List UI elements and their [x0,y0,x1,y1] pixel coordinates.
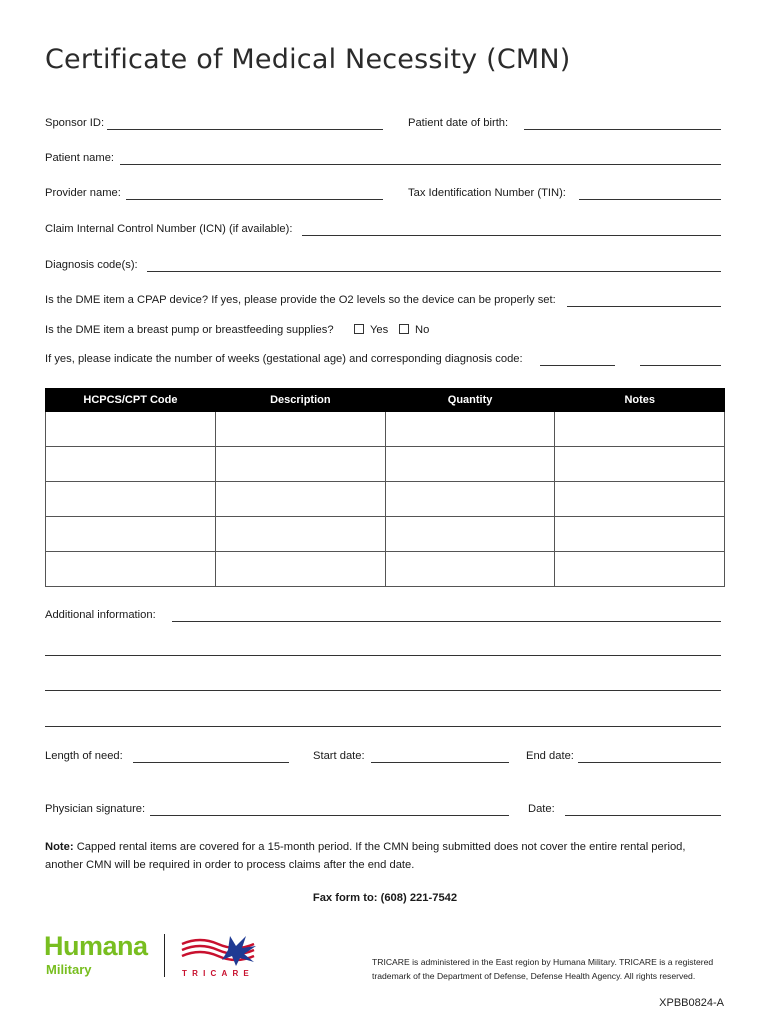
additional-info-line-3[interactable] [45,690,721,691]
form-code: XPBB0824-A [659,997,724,1009]
additional-info-label: Additional information: [45,609,156,621]
yes-label: Yes [370,324,389,336]
diagnosis-label: Diagnosis code(s): [45,259,138,271]
no-checkbox[interactable] [399,324,409,334]
tin-field[interactable] [579,199,721,200]
quantity-cell[interactable] [385,552,555,587]
note-label: Note: [45,841,74,853]
yes-checkbox[interactable] [354,324,364,334]
table-row [46,517,725,552]
quantity-cell[interactable] [385,447,555,482]
description-cell[interactable] [215,482,385,517]
tricare-logo [180,932,270,980]
hcpcs-cell[interactable] [46,482,216,517]
cpap-question: Is the DME item a CPAP device? If yes, please provide the O2 levels so the device can be properly set: [45,294,556,306]
hcpcs-cell[interactable] [46,517,216,552]
sponsor-id-field[interactable] [107,129,383,130]
start-date-field[interactable] [371,762,509,763]
description-cell[interactable] [215,412,385,447]
icn-label: Claim Internal Control Number (ICN) (if available): [45,223,293,235]
header-notes: Notes [555,389,725,412]
header-quantity: Quantity [385,389,555,412]
notes-cell[interactable] [555,517,725,552]
date-label: Date: [528,803,555,815]
patient-name-field[interactable] [120,164,721,165]
dme-items-table [45,388,725,587]
table-row [46,482,725,517]
notes-cell[interactable] [555,482,725,517]
hcpcs-cell[interactable] [46,552,216,587]
hcpcs-cell[interactable] [46,412,216,447]
fax-instruction: Fax form to: (608) 221-7542 [312,892,458,904]
additional-info-line-4[interactable] [45,726,721,727]
table-header-row [46,389,725,412]
notes-cell[interactable] [555,412,725,447]
description-cell[interactable] [215,447,385,482]
start-date-label: Start date: [313,750,365,762]
end-date-field[interactable] [578,762,721,763]
notes-cell[interactable] [555,447,725,482]
patient-dob-field[interactable] [524,129,721,130]
yes-option[interactable] [354,324,388,336]
end-date-label: End date: [526,750,574,762]
icn-field[interactable] [302,235,721,236]
date-field[interactable] [565,815,721,816]
quantity-cell[interactable] [385,517,555,552]
header-hcpcs: HCPCS/CPT Code [46,389,216,412]
provider-name-field[interactable] [126,199,383,200]
quantity-cell[interactable] [385,482,555,517]
quantity-cell[interactable] [385,412,555,447]
additional-info-line-2[interactable] [45,655,721,656]
no-label: No [415,324,430,336]
diagnosis-field[interactable] [147,271,721,272]
sponsor-id-label: Sponsor ID: [45,117,105,129]
additional-info-line-1[interactable] [172,621,721,622]
table-row [46,412,725,447]
no-option[interactable] [399,324,429,336]
physician-signature-label: Physician signature: [45,803,146,815]
hcpcs-cell[interactable] [46,447,216,482]
tin-label: Tax Identification Number (TIN): [408,187,566,199]
weeks-question: If yes, please indicate the number of weeks (gestational age) and corresponding diagnosis code: [45,353,523,365]
header-description: Description [215,389,385,412]
weeks-diagnosis-field[interactable] [640,365,721,366]
length-of-need-field[interactable] [133,762,289,763]
humana-logo-text: Humana [44,931,148,961]
footer-text: TRICARE is administered in the East region by Humana Military. TRICARE is a registered trademark of the Department of Defense, Defense Health Agency. All rights reserved. [372,957,714,981]
notes-cell[interactable] [555,552,725,587]
weeks-field[interactable] [540,365,615,366]
description-cell[interactable] [215,552,385,587]
breast-pump-question: Is the DME item a breast pump or breastfeeding supplies? [45,324,334,336]
military-logo-text: Military [46,962,92,977]
page-title: Certificate of Medical Necessity (CMN) [45,44,571,75]
patient-dob-label: Patient date of birth: [408,117,509,129]
logo-divider [164,934,165,977]
physician-signature-field[interactable] [150,815,509,816]
patient-name-label: Patient name: [45,152,115,164]
description-cell[interactable] [215,517,385,552]
note-paragraph [45,838,725,874]
provider-name-label: Provider name: [45,187,121,199]
tricare-logo-text: TRICARE [182,969,254,978]
length-of-need-label: Length of need: [45,750,123,762]
note-text: Capped rental items are covered for a 15-month period. If the CMN being submitted does not cover the entire rental period, another CMN will be required in order to process claims after the end date. [45,841,686,871]
o2-levels-field[interactable] [567,306,721,307]
table-row [46,552,725,587]
table-row [46,447,725,482]
